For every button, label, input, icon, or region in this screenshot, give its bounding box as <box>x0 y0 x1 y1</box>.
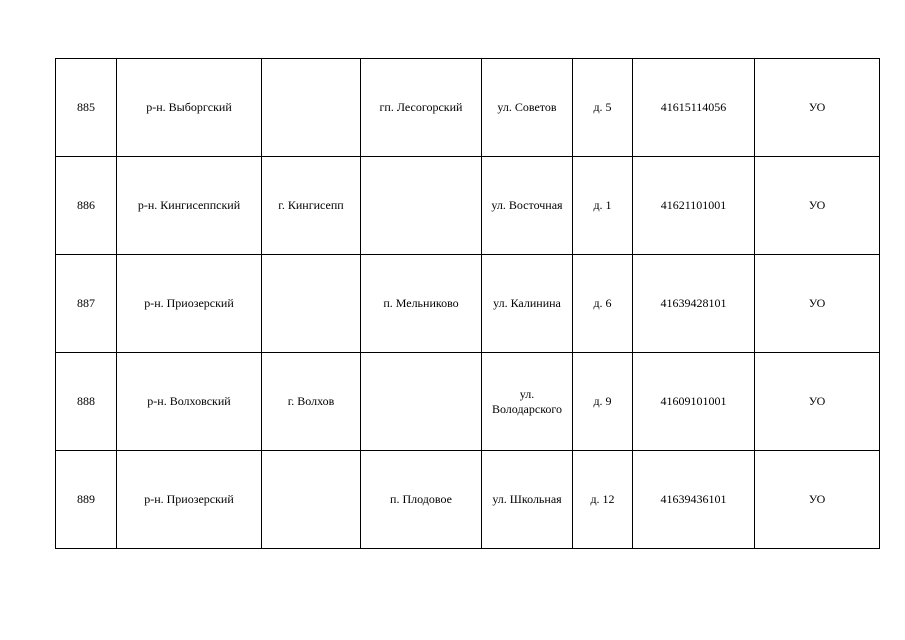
row-number-cell: 886 <box>56 157 117 255</box>
street-cell: ул. Калинина <box>482 255 573 353</box>
city-cell <box>262 451 361 549</box>
house-cell: д. 9 <box>573 353 633 451</box>
settlement-cell: гп. Лесогорский <box>361 59 482 157</box>
table-row <box>56 59 880 157</box>
oktmo-cell: 41639436101 <box>633 451 755 549</box>
street-cell: ул. Володарского <box>482 353 573 451</box>
house-cell: д. 6 <box>573 255 633 353</box>
oktmo-cell: 41621101001 <box>633 157 755 255</box>
table-row <box>56 157 880 255</box>
street-cell: ул. Советов <box>482 59 573 157</box>
district-cell: р-н. Выборгский <box>117 59 262 157</box>
city-cell: г. Волхов <box>262 353 361 451</box>
district-cell: р-н. Приозерский <box>117 255 262 353</box>
row-number-cell: 888 <box>56 353 117 451</box>
house-cell: д. 1 <box>573 157 633 255</box>
address-table <box>55 58 880 549</box>
street-cell: ул. Восточная <box>482 157 573 255</box>
district-cell: р-н. Кингисеппский <box>117 157 262 255</box>
management-type-cell: УО <box>755 451 880 549</box>
oktmo-cell: 41639428101 <box>633 255 755 353</box>
row-number-cell: 885 <box>56 59 117 157</box>
settlement-cell: п. Плодовое <box>361 451 482 549</box>
city-cell: г. Кингисепп <box>262 157 361 255</box>
street-cell: ул. Школьная <box>482 451 573 549</box>
management-type-cell: УО <box>755 59 880 157</box>
table-row <box>56 255 880 353</box>
management-type-cell: УО <box>755 157 880 255</box>
house-cell: д. 12 <box>573 451 633 549</box>
oktmo-cell: 41615114056 <box>633 59 755 157</box>
house-cell: д. 5 <box>573 59 633 157</box>
management-type-cell: УО <box>755 353 880 451</box>
city-cell <box>262 255 361 353</box>
table-row <box>56 353 880 451</box>
settlement-cell: п. Мельниково <box>361 255 482 353</box>
table-row <box>56 451 880 549</box>
row-number-cell: 889 <box>56 451 117 549</box>
settlement-cell <box>361 353 482 451</box>
city-cell <box>262 59 361 157</box>
row-number-cell: 887 <box>56 255 117 353</box>
settlement-cell <box>361 157 482 255</box>
oktmo-cell: 41609101001 <box>633 353 755 451</box>
district-cell: р-н. Волховский <box>117 353 262 451</box>
management-type-cell: УО <box>755 255 880 353</box>
district-cell: р-н. Приозерский <box>117 451 262 549</box>
